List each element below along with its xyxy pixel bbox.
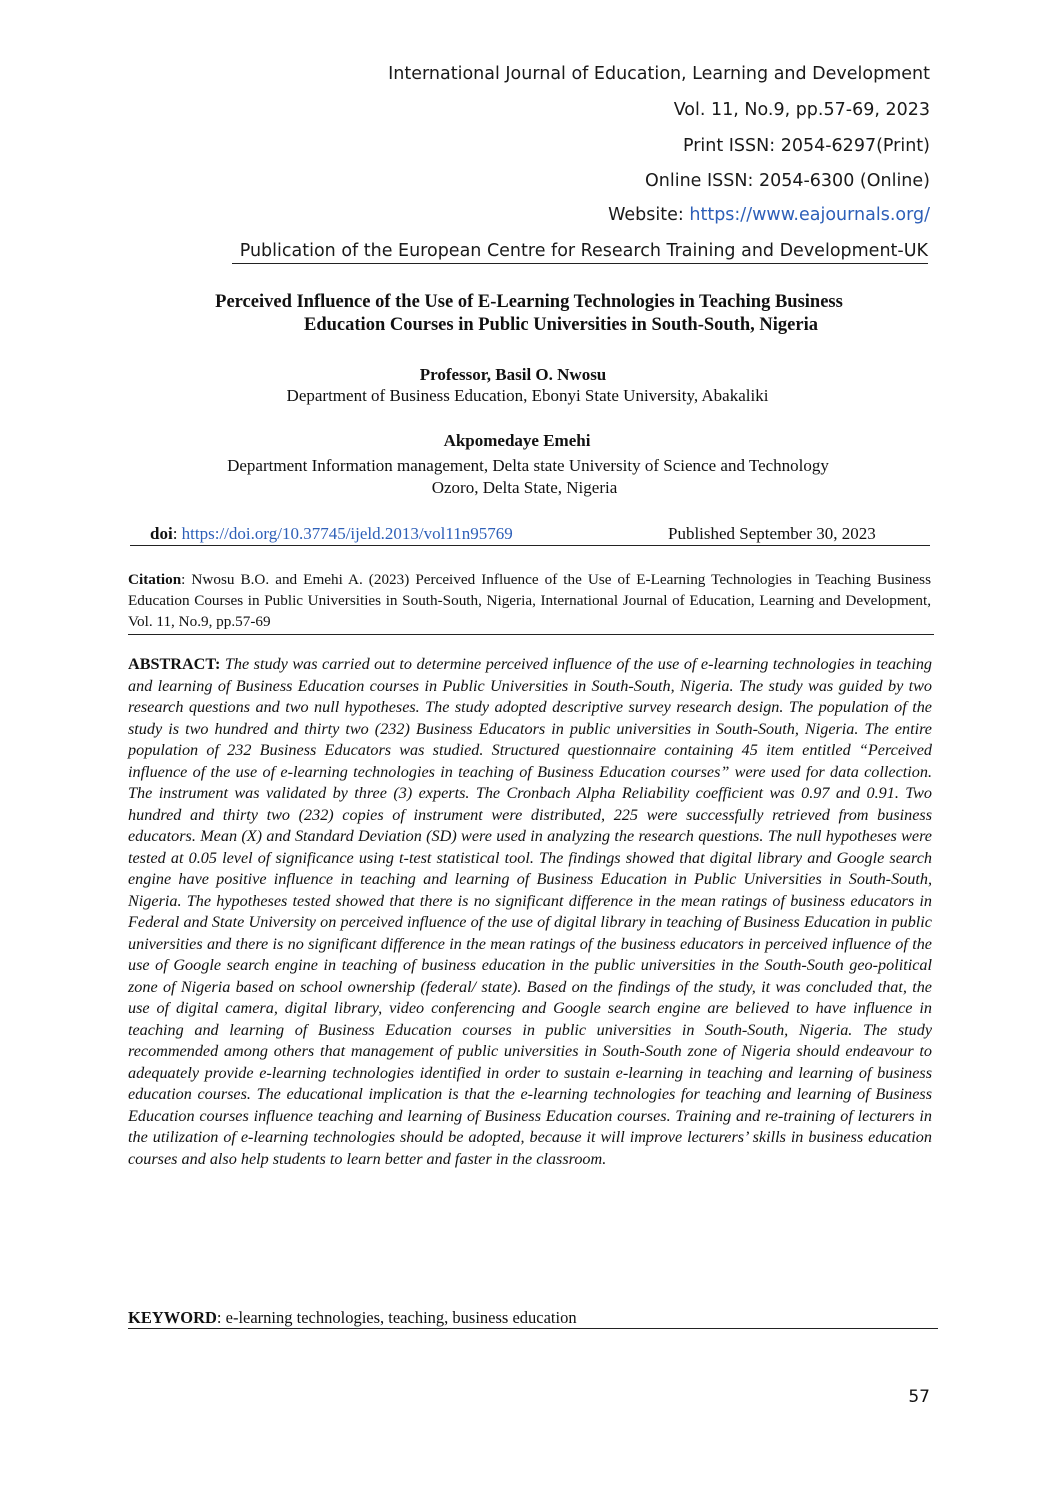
online-issn: Online ISSN: 2054-6300 (Online)	[645, 171, 930, 191]
author-affiliation-2-line-2: Ozoro, Delta State, Nigeria	[431, 478, 618, 497]
paper-title-line-1: Perceived Influence of the Use of E-Learning Technologies in Teaching Business	[215, 292, 843, 312]
publisher-line: Publication of the European Centre for Research Training and Development-UK	[239, 241, 928, 261]
keyword-label: KEYWORD	[128, 1308, 217, 1327]
page-number: 57	[908, 1387, 930, 1407]
website-line	[608, 205, 930, 225]
author-affiliation-1: Department of Business Education, Ebonyi State University, Abakaliki	[286, 386, 769, 405]
author-name-2: Akpomedaye Emehi	[443, 431, 591, 450]
abstract-label: ABSTRACT:	[128, 655, 221, 673]
citation-divider	[128, 634, 934, 635]
paper-title-line-2: Education Courses in Public Universities in South-South, Nigeria	[304, 315, 818, 335]
author-name-1: Professor, Basil O. Nwosu	[419, 365, 607, 384]
abstract-block	[128, 654, 932, 1170]
keyword-line	[128, 1308, 577, 1328]
published-date: Published September 30, 2023	[668, 524, 876, 543]
doi-link[interactable]: https://doi.org/10.37745/ijeld.2013/vol11n95769	[181, 524, 513, 543]
abstract-text: The study was carried out to determine perceived influence of the use of e-learning technologies in teaching and learning of Business Education courses in Public Universities in South-South, Nigeria. The study was guided by two research questions and two null hypotheses. The study adopted descriptive survey research design. The population of the study is two hundred and thirty two (232) Business Educators in public universities in South-South, Nigeria. The entire population of 232 Business Educators was studied. Structured questionnaire containing 45 item entitled “Perceived influence of the use of e-learning technologies in teaching of Business Education courses” were used for data collection. The instrument was validated by three (3) experts. The Cronbach Alpha Reliability coefficient was 0.97 and 0.91. Two hundred and thirty two (232) copies of instrument were distributed, 225 were successfully retrieved from business educators. Mean (X) and Standard Deviation (SD) were used in analyzing the research questions. The null hypotheses were tested at 0.05 level of significance using t-test statistical tool. The findings showed that digital library and Google search engine have positive influence in teaching and learning of Business Education in Public Universities in South-South, Nigeria. The hypotheses tested showed that there is no significant difference in the mean ratings of business educators in Federal and State University on perceived influence of the use of digital library in teaching of Business Education in public universities and there is no significant difference in the mean ratings of the business educators in perceived influence of the use of Google search engine in teaching of business education in the public universities in the South-South geo-political zone of Nigeria based on school ownership (federal/ state). Based on the findings of the study, it was concluded that, the use of digital camera, digital library, video conferencing and Google search engine are believed to have influence in teaching and learning of Business Education courses in public universities in South-South, Nigeria. The study recommended among others that management of public universities in South-South zone of Nigeria should endeavour to adequately provide e-learning technologies identified in order to sustain e-learning in teaching and learning of business education courses. The educational implication is that the e-learning technologies for teaching and learning of Business Education courses influence teaching and learning of Business Education courses. Training and re-training of lecturers in the utilization of e-learning technologies should be adopted, because it will improve lecturers’ skills in business education courses and also help students to learn better and faster in the classroom.	[128, 655, 933, 1168]
citation-label: Citation	[128, 571, 182, 588]
doi-divider	[130, 545, 930, 546]
print-issn: Print ISSN: 2054-6297(Print)	[682, 136, 930, 156]
website-label: Website:	[608, 205, 690, 225]
volume-info: Vol. 11, No.9, pp.57-69, 2023	[673, 100, 930, 120]
citation-block	[128, 569, 931, 632]
website-link[interactable]: https://www.eajournals.org/	[689, 205, 930, 225]
journal-name: International Journal of Education, Learning and Development	[388, 64, 930, 84]
citation-text: : Nwosu B.O. and Emehi A. (2023) Perceived Influence of the Use of E-Learning Technologies in Teaching Business Education Courses in Public Universities in South-South, Nigeria, International Journal of Education, Learning and Development, Vol. 11, No.9, pp.57-69	[128, 571, 931, 630]
keyword-divider	[128, 1328, 938, 1329]
keyword-text: : e-learning technologies, teaching, business education	[216, 1308, 577, 1327]
author-affiliation-2-line-1: Department Information management, Delta state University of Science and Technology	[227, 456, 829, 475]
doi-line	[150, 524, 513, 544]
doi-separator: :	[172, 524, 182, 543]
header-divider	[232, 263, 928, 264]
doi-label: doi	[150, 524, 173, 543]
